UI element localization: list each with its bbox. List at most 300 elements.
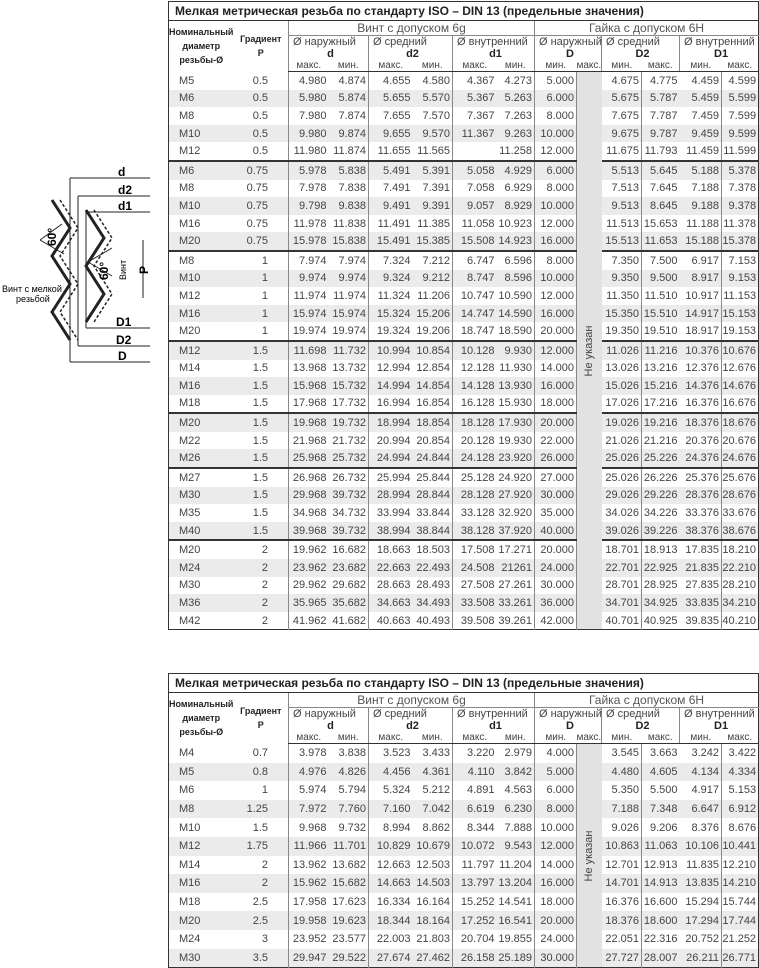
- cell-value: 3.433: [422, 747, 450, 760]
- cell-value: 15.026: [602, 377, 642, 395]
- nut-group-header: Гайка с допуском 6H: [535, 693, 759, 708]
- cell-value: 7.263: [504, 109, 532, 122]
- cell-pitch: 2: [234, 559, 289, 577]
- cell-value: 25.968: [289, 449, 329, 468]
- cell-value: 7.570: [422, 109, 450, 122]
- cell-value: 41.682: [332, 614, 366, 627]
- cell-nominal: M8: [179, 109, 195, 122]
- cell-value: 25.676: [722, 468, 759, 487]
- cell-value: 25.189: [497, 949, 535, 968]
- cell-value: 29.968: [289, 487, 329, 505]
- thread-limits-table-2: Мелкая метрическая резьба по стандарту ISO – DIN 13 (предельные значения) Номинальный диаметр резьбы-Ø Градиент P Винт с допуском 6g Гайка с допуском 6H Ø наружный d Ø средний d2 Ø внутренний d1 Ø наружный D Ø средний D2 Ø внутренний D1 макс. мин. макс. мин. макс. мин. мин. макс. мин. макс. мин. макс. M4 0.7 3.978 3.838 3.523 3.433 3.220 2.979 4.000 Не указан 3.545 3.663 3.242 3.422 M5 0.8 4.976 4.826 4.456 4.361 4.110 3.842 5.000 4.480 4.605 4.134 4.334 M6 1 5.974 5.794 5.324 5.212 4.891 4.563 6.000 5.350 5.500 4.917 5.153 M8 1.25 7.972 7.760 7.160 7.042 6.619 6.230 8.000 7.188 7.348 6.647 6.912 M10 1.5 9.968 9.732 8.994 8.862 8.344 7.888 10.000 9.026 9.206 8.376 8.676 M12 1.75 11.966 11.701 10.829 10.679 10.072 9.543 12.000 10.863 11.063 10.106 10.441 M14 2 13.962 13.682 12.663 12.503 11.797 11.204 14.000 12.701 12.913 11.835 12.210 M16 2 15.962 15.682 14.663 14.503 13.797 13.204 16.000 14.701 14.913 13.835 14.210 M18 2.5 17.958 17.623 16.334 16.164 15.252 14.541 18.000 16.376 16.600 15.294 15.744 M20 2.5 19.958 19.623 18.344 18.164 17.252 16.541 20.000 18.376 18.600 17.294 17.744 M24 3 23.952 23.577 22.003 21.803 20.704 19.855 24.000 22.051 22.316 20.752 21.252 M30 3.5 29.947 29.522 27.674 27.462 26.158 25.189 30.000 27.727 28.007 26.211 26.771: [168, 673, 759, 968]
- angle-right-label: 60°: [97, 261, 111, 280]
- cell-value: 7.974: [329, 251, 369, 270]
- cell-value: 23.682: [329, 559, 369, 577]
- screw-label: Винт: [118, 259, 128, 280]
- cell-value: 19.974: [332, 325, 366, 338]
- cell-value: 33.844: [416, 507, 450, 520]
- cell-value: 18.503: [413, 540, 453, 559]
- cell-value: 9.188: [680, 197, 722, 215]
- cell-nominal: M20: [179, 325, 201, 338]
- cell-value: 14.590: [497, 305, 535, 323]
- cell-value: 3.545: [611, 747, 639, 760]
- cell-value: 16.000: [535, 305, 577, 323]
- cell-value: 15.324: [369, 305, 413, 323]
- cell-value: 40.493: [416, 614, 450, 627]
- cell-value: 8.000: [535, 107, 577, 125]
- cell-value: 10.676: [722, 341, 759, 360]
- table-row: [169, 449, 759, 468]
- label-d2: d2: [118, 183, 133, 197]
- cell-value: 7.655: [369, 107, 413, 125]
- cell-value: 21.252: [722, 930, 759, 949]
- cell-value: 17.508: [453, 540, 497, 559]
- cell-value: 41.962: [289, 612, 329, 630]
- cell-value: 17.968: [289, 395, 329, 414]
- cell-value: 10.000: [535, 197, 577, 215]
- cell-value: 19.324: [369, 322, 413, 341]
- cell-value: 22.663: [369, 559, 413, 577]
- cell-value: 7.188: [602, 800, 642, 819]
- cell-value: 15.350: [602, 305, 642, 323]
- cell-value: 4.110: [453, 763, 497, 782]
- cell-value: 28.128: [453, 487, 497, 505]
- cell-value: 7.980: [289, 107, 329, 125]
- thread-limits-table-1: Мелкая метрическая резьба по стандарту ISO – DIN 13 (предельные значения) Номинальный диаметр резьбы-Ø Градиент P Винт с допуском 6g Гайка с допуском 6H Ø наружный d Ø средний d2 Ø внутренний d1 Ø наружный D Ø средний D2 Ø внутренний D1 макс. мин. макс. мин. макс. мин. мин. макс. мин. макс. мин. макс. M5 0.5 4.980 4.874 4.655 4.580 4.367 4.273 5.000 Не указан 4.675 4.775 4.459 4.599 M6 0.5 5.980 5.874 5.655 5.570 5.367 5.263 6.000 5.675 5.787 5.459 5.599 M8 0.5 7.980 7.874 7.655 7.570 7.367 7.263 8.000 7.675 7.787 7.459 7.599 M10 0.5 9.980 9.874 9.655 9.570 11.367 9.263 10.000 9.675 9.787 9.459 9.599 M12 0.5 11.980 11.874 11.655 11.565 11.258 12.000 11.675 11.793 11.459 11.599 M6 0.75 5.978 5.838 5.491 5.391 5.058 4.929 6.000 5.513 5.645 5.188 5.378 M8 0.75 7.978 7.838 7.491 7.391 7.058 6.929 8.000 7.513 7.645 7.188 7.378 M10 0.75 9.798 9.838 9.491 9.391 9.057 8.929 10.000 9.513 8.645 9.188 9.378 M16 0.75 11.978 11.838 11.491 11.385 11.058 10.923 12.000 11.513 15.653 11.188 11.378 M20 0.75 15.978 15.838 15.491 15.385 15.508 14.923 16.000 15.513 11.653 15.188 15.378 M8 1 7.974 7.974 7.324 7.212 6.747 6.596 8.000 7.350 7.500 6.917 7.153 M10 1 9.974 9.974 9.324 9.212 8.747 8.596 10.000 9.350 9.500 8.917 9.153 M12 1 11.974 11.974 11.324 11.206 10.747 10.590 12.000 11.350 11.510 10.917 11.153 M16 1 15.974 15.974 15.324 15.206 14.747 14.590 16.000 15.350 15.510 14.917 15.153 M20 1 19.974 19.974 19.324 19.206 18.747 18.590 20.000 19.350 19.510 18.917 19.153 M12 1.5 11.698 11.732 10.994 10.854 10.128 9.930 12.000 11.026 11.216 10.376 10.676 M14 1.5 13.968 13.732 12.994 12.854 12.128 11.930 14.000 13.026 13.216 12.376 12.676 M16 1.5 15.968 15.732 14.994 14.854 14.128 13.930 16.000 15.026 15.216 14.376 14.676 M18 1.5 17.968 17.732 16.994 16.854 16.128 15.930 18.000 17.026 17.216 16.376 16.676 M20 1.5 19.968 19.732 18.994 18.854 18.128 17.930 20.000 19.026 19.216 18.376 18.676 M22 1.5 21.968 21.732 20.994 20.854 20.128 19.930 22.000 21.026 21.216 20.376 20.676 M26 1.5 25.968 25.732 24.994 24.844 24.128 23.920 26.000 25.026 25.226 24.376 24.676 M27 1.5 26.968 26.732 25.994 25.844 25.128 24.920 27.000 25.026 26.226 25.376 25.676 M30 1.5 29.968 39.732 28.994 28.844 28.128 27.920 30.000 29.026 29.226 28.376 28.676 M35 1.5 34.968 34.732 33.994 33.844 33.128 32.920 35.000 34.026 34.226 33.376 33.676 M40 1.5 39.968 39.732 38.994 38.844 38.128 37.920 40.000 39.026 39.226 38.376 38.676 M20 2 19.962 16.682 18.663 18.503 17.508 17.271 20.000 18.701 18.913 17.835 18.210 M24 2 23.962 23.682 22.663 22.493 24.508 21261 24.000 22.701 22.925 21.835 22.210 M30 2 29.962 29.682 28.663 28.493 27.508 27.261 30.000 28.701 28.925 27.835 28.210 M36 2 35.965 35.682 34.663 34.493 33.508 33.261 36.000 34.701 34.925 33.835 34.210 M42 2 41.962 41.682 40.663 40.493 39.508 39.261 42.000 40.701 40.925 39.835 40.210: [168, 1, 759, 630]
- cell-value: 13.930: [497, 377, 535, 395]
- cell-pitch: 3: [261, 933, 268, 946]
- cell-value: 10.106: [680, 837, 722, 856]
- cell-value: 11.930: [499, 362, 532, 375]
- cell-value: 34.493: [413, 594, 453, 612]
- angle-left-label: 60°: [45, 227, 59, 246]
- cell-value: 5.838: [329, 161, 369, 180]
- cell-value: 14.663: [369, 874, 413, 893]
- table-row: [169, 487, 759, 505]
- cell-value: 11.974: [289, 287, 329, 305]
- cell-value: 16.994: [369, 395, 413, 414]
- table-row: [169, 360, 759, 378]
- cell-pitch: 1: [234, 270, 289, 288]
- cell-value: 9.026: [611, 821, 639, 834]
- cell-value: 18.747: [453, 322, 497, 341]
- cell-value: 12.701: [605, 858, 639, 871]
- cell-value: 3.838: [338, 747, 366, 760]
- cell-value: 12.000: [535, 287, 577, 305]
- cell-value: 13.962: [289, 856, 329, 875]
- cell-value: 10.923: [498, 217, 532, 230]
- cell-value: 24.676: [722, 449, 759, 468]
- cell-value: 6.747: [453, 251, 497, 270]
- screw-group-header: Винт с допуском 6g: [289, 21, 535, 36]
- cell-value: 15.252: [453, 893, 497, 912]
- cell-value: 6.596: [497, 251, 535, 270]
- cell-value: 7.367: [453, 107, 497, 125]
- cell-value: 4.655: [369, 72, 413, 90]
- cell-pitch: 2.5: [234, 911, 289, 930]
- cell-value: 11.980: [289, 142, 329, 161]
- cell-value: 19.623: [329, 911, 369, 930]
- cell-value: 33.508: [453, 594, 497, 612]
- cell-nominal: M8: [179, 182, 195, 195]
- cell-value: 25.226: [642, 449, 680, 468]
- cell-value: 6.230: [497, 800, 535, 819]
- cell-value: 5.324: [369, 781, 413, 800]
- cell-nominal: M30: [179, 579, 201, 592]
- cell-value: 9.798: [289, 197, 329, 215]
- cell-value: 27.835: [685, 579, 719, 592]
- cell-value: 28.210: [722, 577, 759, 595]
- cell-value: 3.523: [369, 744, 413, 763]
- cell-value: 8.344: [453, 818, 497, 837]
- cell-value: 14.994: [369, 377, 413, 395]
- cell-value: 27.727: [602, 949, 642, 968]
- cell-value: 16.128: [453, 395, 497, 414]
- cell-value: 25.128: [453, 468, 497, 487]
- cell-value: 33.676: [722, 504, 759, 522]
- table-row: [169, 251, 759, 270]
- cell-pitch: 0.5: [234, 90, 289, 108]
- table-row: [169, 930, 759, 949]
- cell-value: 20.000: [535, 322, 577, 341]
- cell-value: 27.508: [453, 577, 497, 595]
- cell-value: 33.994: [369, 504, 413, 522]
- cell-value: 12.854: [416, 362, 450, 375]
- cell-value: 8.000: [535, 180, 577, 198]
- col-outer-d: Ø наружный d: [289, 708, 369, 733]
- cell-value: 15.838: [329, 232, 369, 251]
- cell-value: 4.599: [722, 72, 759, 90]
- cell-value: 11.204: [499, 858, 532, 871]
- cell-value: 5.000: [535, 72, 577, 90]
- table-row: [169, 781, 759, 800]
- cell-value: 11.188: [686, 217, 719, 230]
- cell-value: 9.378: [722, 197, 759, 215]
- cell-value: 20.994: [369, 432, 413, 450]
- cell-value: 20.000: [535, 413, 577, 432]
- cell-nominal: M36: [169, 594, 234, 612]
- cell-value: 29.026: [602, 487, 642, 505]
- cell-pitch: 1.5: [234, 522, 289, 541]
- cell-value: 12.913: [642, 856, 680, 875]
- cell-value: 7.760: [329, 800, 369, 819]
- cell-value: 18.128: [453, 413, 497, 432]
- cell-value: 34.701: [602, 594, 642, 612]
- cell-value: 15.974: [329, 305, 369, 323]
- cell-value: 9.500: [642, 270, 680, 288]
- cell-pitch: 2: [261, 614, 268, 627]
- cell-value: 16.000: [535, 377, 577, 395]
- cell-value: 10.128: [453, 341, 497, 360]
- cell-value: 10.994: [369, 341, 413, 360]
- col-inner-d1: Ø внутренний d1: [453, 36, 535, 61]
- label-D2: D2: [116, 333, 132, 347]
- cell-value: 9.513: [602, 197, 642, 215]
- cell-value: 18.164: [413, 911, 453, 930]
- cell-value: 16.676: [722, 395, 759, 414]
- cell-value: 16.682: [329, 540, 369, 559]
- cell-nominal: M30: [169, 949, 234, 968]
- cell-value: 4.929: [497, 161, 535, 180]
- cell-value: 11.063: [642, 837, 680, 856]
- cell-value: 21.216: [642, 432, 680, 450]
- cell-nominal: M8: [169, 800, 234, 819]
- cell-value: 13.026: [605, 362, 639, 375]
- cell-value: 8.747: [453, 270, 497, 288]
- cell-value: 5.378: [722, 161, 759, 180]
- cell-pitch: 3.5: [234, 949, 289, 968]
- cell-value: 20.128: [453, 432, 497, 450]
- cell-value: 9.980: [289, 125, 329, 143]
- cell-value: 11.058: [453, 215, 497, 233]
- cell-value: 8.929: [497, 197, 535, 215]
- cell-value: 26.211: [680, 949, 722, 968]
- cell-value: 15.510: [642, 305, 680, 323]
- cell-value: 13.204: [497, 874, 535, 893]
- cell-value: 11.206: [417, 289, 450, 302]
- cell-pitch: 1: [261, 784, 268, 797]
- cell-value: 25.994: [369, 468, 413, 487]
- cell-pitch: 1.5: [234, 413, 289, 432]
- cell-value: 9.324: [369, 270, 413, 288]
- cell-nominal: M42: [179, 614, 201, 627]
- cell-value: 9.599: [722, 125, 759, 143]
- cell-value: 5.459: [680, 90, 722, 108]
- cell-value: 39.226: [642, 522, 680, 541]
- cell-value: 14.747: [453, 305, 497, 323]
- cell-value: 4.891: [453, 781, 497, 800]
- cell-pitch: 1.25: [234, 800, 289, 819]
- cell-value: 5.153: [722, 781, 759, 800]
- cell-value: 15.216: [642, 377, 680, 395]
- cell-value: 14.541: [498, 896, 532, 909]
- cell-value: 11.655: [369, 142, 413, 161]
- cell-value: 14.000: [535, 360, 577, 378]
- cell-value: 7.974: [289, 251, 329, 270]
- cell-value: 26.968: [289, 468, 329, 487]
- cell-value: 9.838: [329, 197, 369, 215]
- cell-value: 6.912: [722, 800, 759, 819]
- cell-value: 38.676: [722, 522, 759, 541]
- cell-value: 42.000: [535, 612, 577, 630]
- cell-value: 20.000: [535, 540, 577, 559]
- cell-value: 5.513: [602, 161, 642, 180]
- cell-value: 22.701: [602, 559, 642, 577]
- cell-value: 22.925: [642, 559, 680, 577]
- cell-value: 18.854: [413, 413, 453, 432]
- col-outer-D: Ø наружный D: [535, 36, 602, 61]
- cell-value: 5.350: [611, 784, 639, 797]
- cell-value: 6.929: [504, 182, 532, 195]
- label-D: D: [118, 349, 127, 363]
- table-row: [169, 612, 759, 630]
- cell-value: 15.978: [289, 232, 329, 251]
- cell-value: 14.854: [413, 377, 453, 395]
- col-outer-D: Ø наружный D: [535, 708, 602, 733]
- cell-pitch: 0.7: [252, 747, 268, 760]
- cell-value: 11.653: [642, 232, 680, 251]
- table-title: Мелкая метрическая резьба по стандарту ISO – DIN 13 (предельные значения): [169, 674, 759, 693]
- cell-value: 11.838: [333, 217, 366, 230]
- cell-nominal: M16: [169, 305, 234, 323]
- cell-value: 7.978: [289, 180, 329, 198]
- cell-value: 5.263: [497, 90, 535, 108]
- cell-pitch: 0.75: [246, 182, 268, 195]
- cell-value: 5.655: [369, 90, 413, 108]
- cell-value: 30.000: [535, 949, 577, 968]
- cell-value: 20.752: [685, 933, 719, 946]
- cell-value: 24.000: [535, 559, 577, 577]
- cell-value: 22.051: [605, 933, 639, 946]
- cell-value: 5.212: [422, 784, 450, 797]
- cell-value: 28.007: [642, 949, 680, 968]
- cell-value: 9.655: [369, 125, 413, 143]
- cell-value: 18.701: [602, 540, 642, 559]
- cell-value: 4.334: [722, 763, 759, 782]
- cell-value: 11.513: [606, 217, 639, 230]
- cell-value: 10.854: [413, 341, 453, 360]
- cell-nominal: M12: [169, 341, 234, 360]
- cell-nominal: M16: [169, 874, 234, 893]
- cell-value: 18.994: [369, 413, 413, 432]
- cell-value: 5.491: [369, 161, 413, 180]
- cell-value: 16.600: [642, 893, 680, 912]
- cell-pitch: 1.5: [252, 362, 268, 375]
- cell-value: 14.923: [497, 232, 535, 251]
- cell-value: 9.153: [722, 270, 759, 288]
- cell-value: 30.000: [535, 577, 577, 595]
- cell-value: 19.962: [289, 540, 329, 559]
- cell-value: 12.000: [535, 142, 577, 161]
- cell-value: 9.459: [680, 125, 722, 143]
- cell-nominal: M10: [169, 125, 234, 143]
- cell-value: 7.153: [722, 251, 759, 270]
- cell-value: 5.188: [680, 161, 722, 180]
- cell-value: 14.376: [680, 377, 722, 395]
- cell-value: 7.058: [453, 180, 497, 198]
- cell-nominal: M5: [169, 763, 234, 782]
- table-row: [169, 432, 759, 450]
- cell-value: 3.422: [722, 744, 759, 763]
- cell-value: 26.000: [535, 449, 577, 468]
- cell-value: 5.974: [289, 781, 329, 800]
- cell-value: 38.844: [413, 522, 453, 541]
- cell-pitch: 2.5: [252, 896, 268, 909]
- cell-value: 18.210: [722, 540, 759, 559]
- cell-value: 12.663: [369, 856, 413, 875]
- cell-value: 33.128: [453, 504, 497, 522]
- cell-pitch: 2: [234, 540, 289, 559]
- cell-value: 11.026: [602, 341, 642, 360]
- cell-nominal: M18: [179, 896, 201, 909]
- cell-value: 13.797: [453, 874, 497, 893]
- cell-value: 15.188: [680, 232, 722, 251]
- cell-value: 19.350: [605, 325, 639, 338]
- cell-nominal: M5: [179, 74, 195, 87]
- cell-value: 28.676: [722, 487, 759, 505]
- table-row: [169, 893, 759, 912]
- cell-value: 12.376: [685, 362, 719, 375]
- cell-value: 16.164: [416, 896, 450, 909]
- cell-value: 28.925: [642, 577, 680, 595]
- cell-value: 6.000: [535, 90, 577, 108]
- cell-value: 9.968: [289, 818, 329, 837]
- cell-value: 28.844: [413, 487, 453, 505]
- cell-value: 27.261: [498, 579, 532, 592]
- cell-value: 4.976: [289, 763, 329, 782]
- cell-nominal: M12: [169, 837, 234, 856]
- cell-value: 16.334: [369, 893, 413, 912]
- cell-value: 7.500: [642, 251, 680, 270]
- table-row: [169, 322, 759, 341]
- table-row: [169, 413, 759, 432]
- cell-value: 4.000: [535, 744, 577, 763]
- cell-value: 3.220: [453, 744, 497, 763]
- cell-value: 9.491: [369, 197, 413, 215]
- cell-pitch: 2: [261, 858, 268, 871]
- cell-value: 17.294: [680, 911, 722, 930]
- table-row: [169, 125, 759, 143]
- cell-value: 9.974: [329, 270, 369, 288]
- cell-value: 20.704: [453, 930, 497, 949]
- cell-value: 5.058: [453, 161, 497, 180]
- cell-value: 2.979: [504, 747, 532, 760]
- cell-value: 9.570: [413, 125, 453, 143]
- cell-value: 24.920: [497, 468, 535, 487]
- col-pitch: Градиент P: [234, 21, 289, 72]
- cell-value: 7.350: [602, 251, 642, 270]
- cell-value: 24.128: [453, 449, 497, 468]
- cell-value: 7.042: [413, 800, 453, 819]
- cell-value: 40.663: [369, 612, 413, 630]
- cell-value: 40.000: [535, 522, 577, 541]
- cell-value: 5.570: [413, 90, 453, 108]
- table-row: [169, 341, 759, 360]
- cell-value: 7.838: [338, 182, 366, 195]
- cell-value: 13.835: [680, 874, 722, 893]
- cell-value: 13.216: [642, 360, 680, 378]
- table-row: [169, 540, 759, 559]
- table-row: [169, 856, 759, 875]
- cell-value: 13.732: [332, 362, 366, 375]
- cell-value: 22.316: [642, 930, 680, 949]
- cell-value: 3.242: [691, 747, 719, 760]
- cell-value: 23.962: [289, 559, 329, 577]
- cell-value: 35.965: [289, 594, 329, 612]
- cell-value: 33.376: [685, 507, 719, 520]
- cell-value: 18.663: [369, 540, 413, 559]
- thread-diagram: [0, 165, 168, 370]
- table-row: [169, 142, 759, 161]
- cell-value: 5.500: [642, 781, 680, 800]
- cell-pitch: 1: [261, 325, 268, 338]
- pitch-label: P: [137, 265, 151, 274]
- cell-value: 11.378: [722, 215, 759, 233]
- cell-value: 19.974: [289, 322, 329, 341]
- cell-pitch: 1.5: [234, 487, 289, 505]
- cell-value: 19.732: [329, 413, 369, 432]
- cell-value: 27.000: [535, 468, 577, 487]
- cell-value: 8.000: [535, 251, 577, 270]
- cell-value: 7.874: [338, 109, 366, 122]
- cell-value: 15.968: [289, 377, 329, 395]
- cell-value: 14.676: [722, 377, 759, 395]
- cell-value: 12.128: [453, 360, 497, 378]
- cell-value: 24.844: [413, 449, 453, 468]
- table-row: [169, 800, 759, 819]
- cell-value: 4.480: [602, 763, 642, 782]
- cell-value: 22.000: [535, 432, 577, 450]
